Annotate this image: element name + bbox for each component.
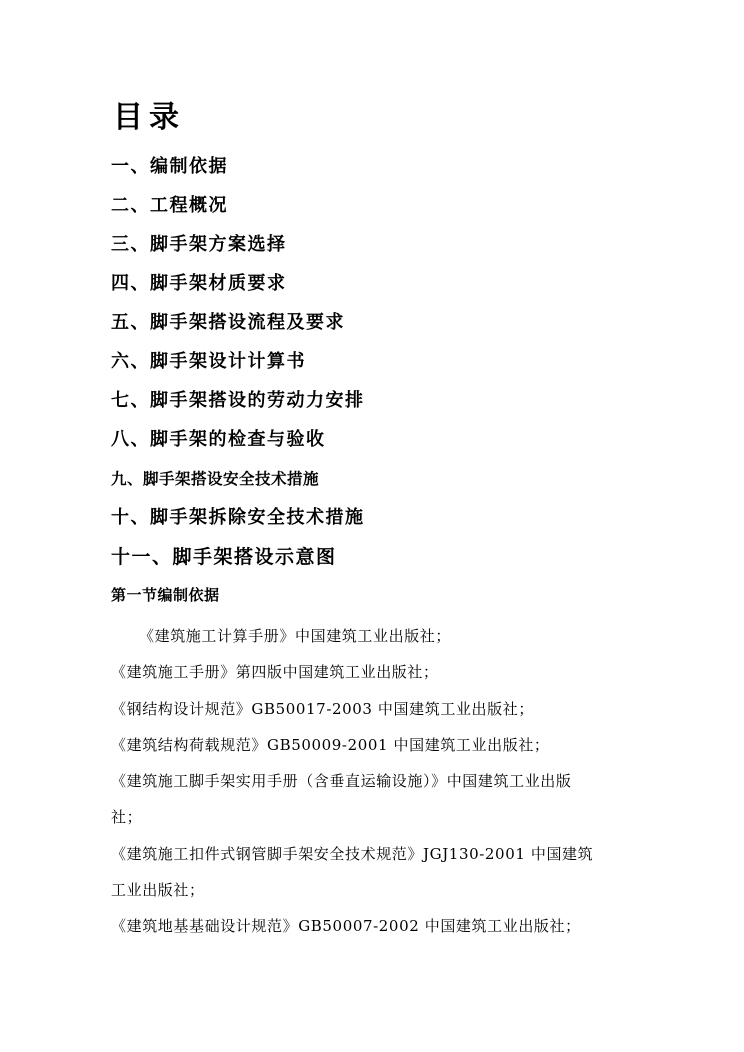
reference-line: 《建筑地基基础设计规范》GB50007-2002 中国建筑工业出版社； — [111, 917, 581, 936]
toc-item: 六、脚手架设计计算书 — [111, 351, 306, 372]
toc-item: 二、工程概况 — [111, 195, 228, 216]
toc-item: 五、脚手架搭设流程及要求 — [111, 312, 345, 333]
toc-item: 十、脚手架拆除安全技术措施 — [111, 507, 365, 528]
reference-line: 《钢结构设计规范》GB50017-2003 中国建筑工业出版社； — [111, 699, 534, 718]
reference-line: 《建筑施工扣件式钢管脚手架安全技术规范》JGJ130-2001 中国建筑 — [111, 844, 594, 863]
reference-list — [111, 618, 636, 945]
reference-line: 《建筑结构荷载规范》GB50009-2001 中国建筑工业出版社； — [111, 735, 550, 754]
toc-title: 目录 — [113, 100, 185, 135]
toc-item: 一、编制依据 — [111, 156, 228, 177]
reference-line: 社； — [111, 808, 143, 827]
reference-line: 《建筑施工脚手架实用手册（含垂直运输设施）》中国建筑工业出版 — [111, 772, 572, 791]
toc-item: 四、脚手架材质要求 — [111, 273, 287, 294]
toc-item: 十一、脚手架搭设示意图 — [111, 546, 337, 568]
reference-line: 《建筑施工手册》第四版中国建筑工业出版社； — [111, 663, 439, 682]
toc-item: 八、脚手架的检查与验收 — [111, 429, 326, 450]
section-heading: 第一节编制依据 — [111, 586, 220, 604]
table-of-contents — [111, 150, 365, 579]
toc-item: 三、脚手架方案选择 — [111, 234, 287, 255]
reference-line: 《建筑施工计算手册》中国建筑工业出版社； — [139, 627, 452, 645]
toc-item: 九、脚手架搭设安全技术措施 — [111, 469, 320, 488]
toc-item: 七、脚手架搭设的劳动力安排 — [111, 390, 365, 411]
reference-line: 工业出版社； — [111, 881, 205, 900]
